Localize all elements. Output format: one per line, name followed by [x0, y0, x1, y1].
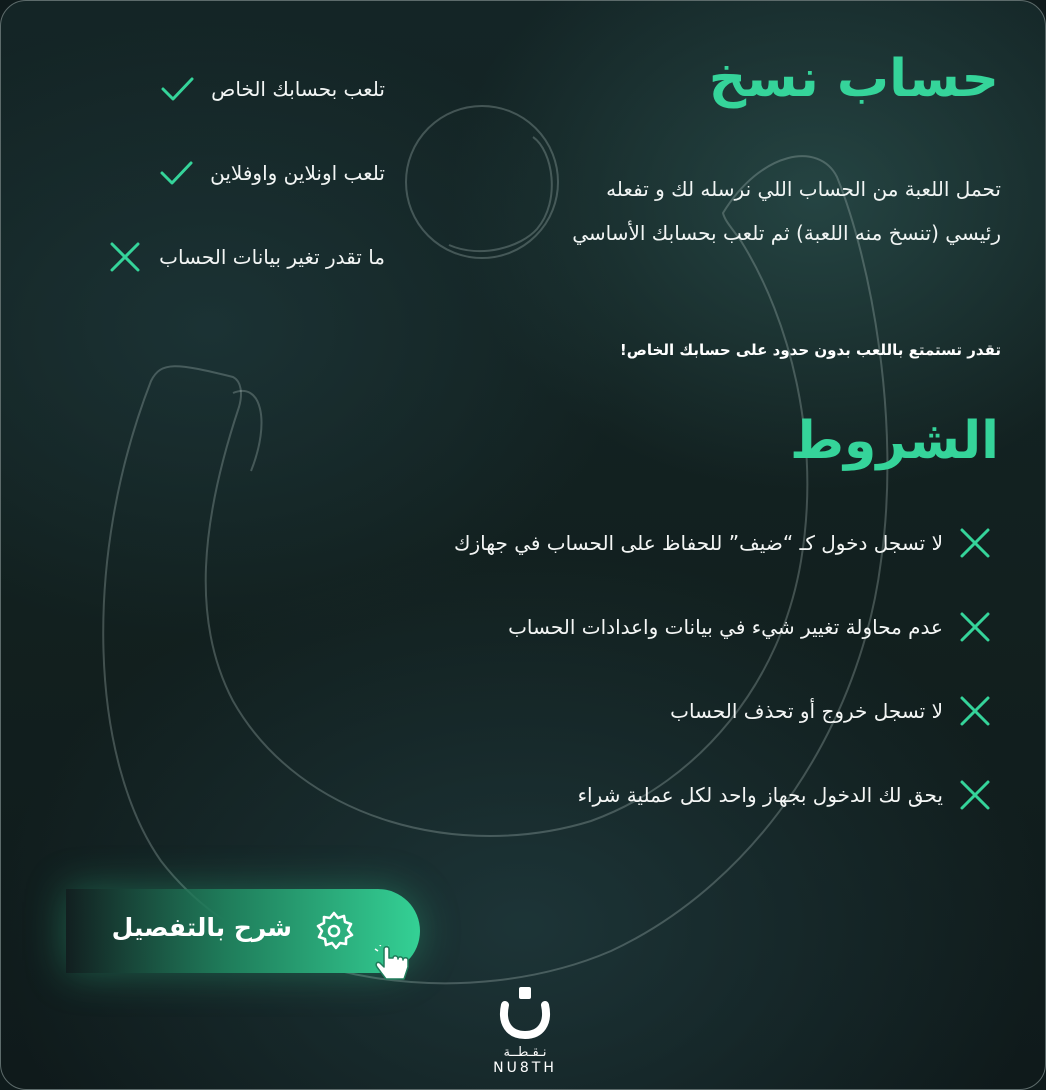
gear-icon [312, 909, 356, 953]
feature-label: تلعب اونلاين واوفلاين [210, 161, 385, 185]
x-icon [107, 239, 143, 275]
logo-arabic-text: نـقـطــة [503, 1045, 547, 1060]
hand-pointer-icon [374, 945, 414, 985]
x-icon [957, 609, 993, 645]
logo-mark-icon [495, 983, 555, 1039]
feature-label: ما تقدر تغير بيانات الحساب [159, 245, 385, 269]
condition-label: لا تسجل دخول كـ “ضيف” للحفاظ على الحساب في جهازك [454, 531, 943, 555]
note-text: تقدر تستمتع باللعب بدون حدود على حسابك الخاص! [619, 341, 1001, 359]
condition-label: لا تسجل خروج أو تحذف الحساب [670, 699, 943, 723]
feature-item [107, 239, 385, 275]
check-icon [158, 155, 194, 191]
description-text: تحمل اللعبة من الحساب اللي نرسله لك و تفعله رئيسي (تنسخ منه اللعبة) ثم تلعب بحسابك الأساسي [572, 177, 1001, 245]
feature-item [158, 155, 385, 191]
conditions-title: الشروط [790, 411, 999, 471]
condition-item [578, 777, 993, 813]
x-icon [957, 525, 993, 561]
x-icon [957, 693, 993, 729]
brand-logo [487, 983, 563, 1079]
check-icon [159, 71, 195, 107]
condition-item [508, 609, 993, 645]
details-button[interactable] [66, 889, 420, 973]
x-icon [957, 777, 993, 813]
condition-item [454, 525, 993, 561]
condition-label: عدم محاولة تغيير شيء في بيانات واعدادات الحساب [508, 615, 943, 639]
feature-item [159, 71, 385, 107]
condition-item [670, 693, 993, 729]
condition-label: يحق لك الدخول بجهاز واحد لكل عملية شراء [577, 783, 943, 807]
logo-latin-text: NU8TH [493, 1060, 557, 1076]
feature-label: تلعب بحسابك الخاص [211, 77, 385, 101]
page-title: حساب نسخ [708, 49, 999, 109]
details-button-label: شرح بالتفصيل [111, 913, 292, 942]
